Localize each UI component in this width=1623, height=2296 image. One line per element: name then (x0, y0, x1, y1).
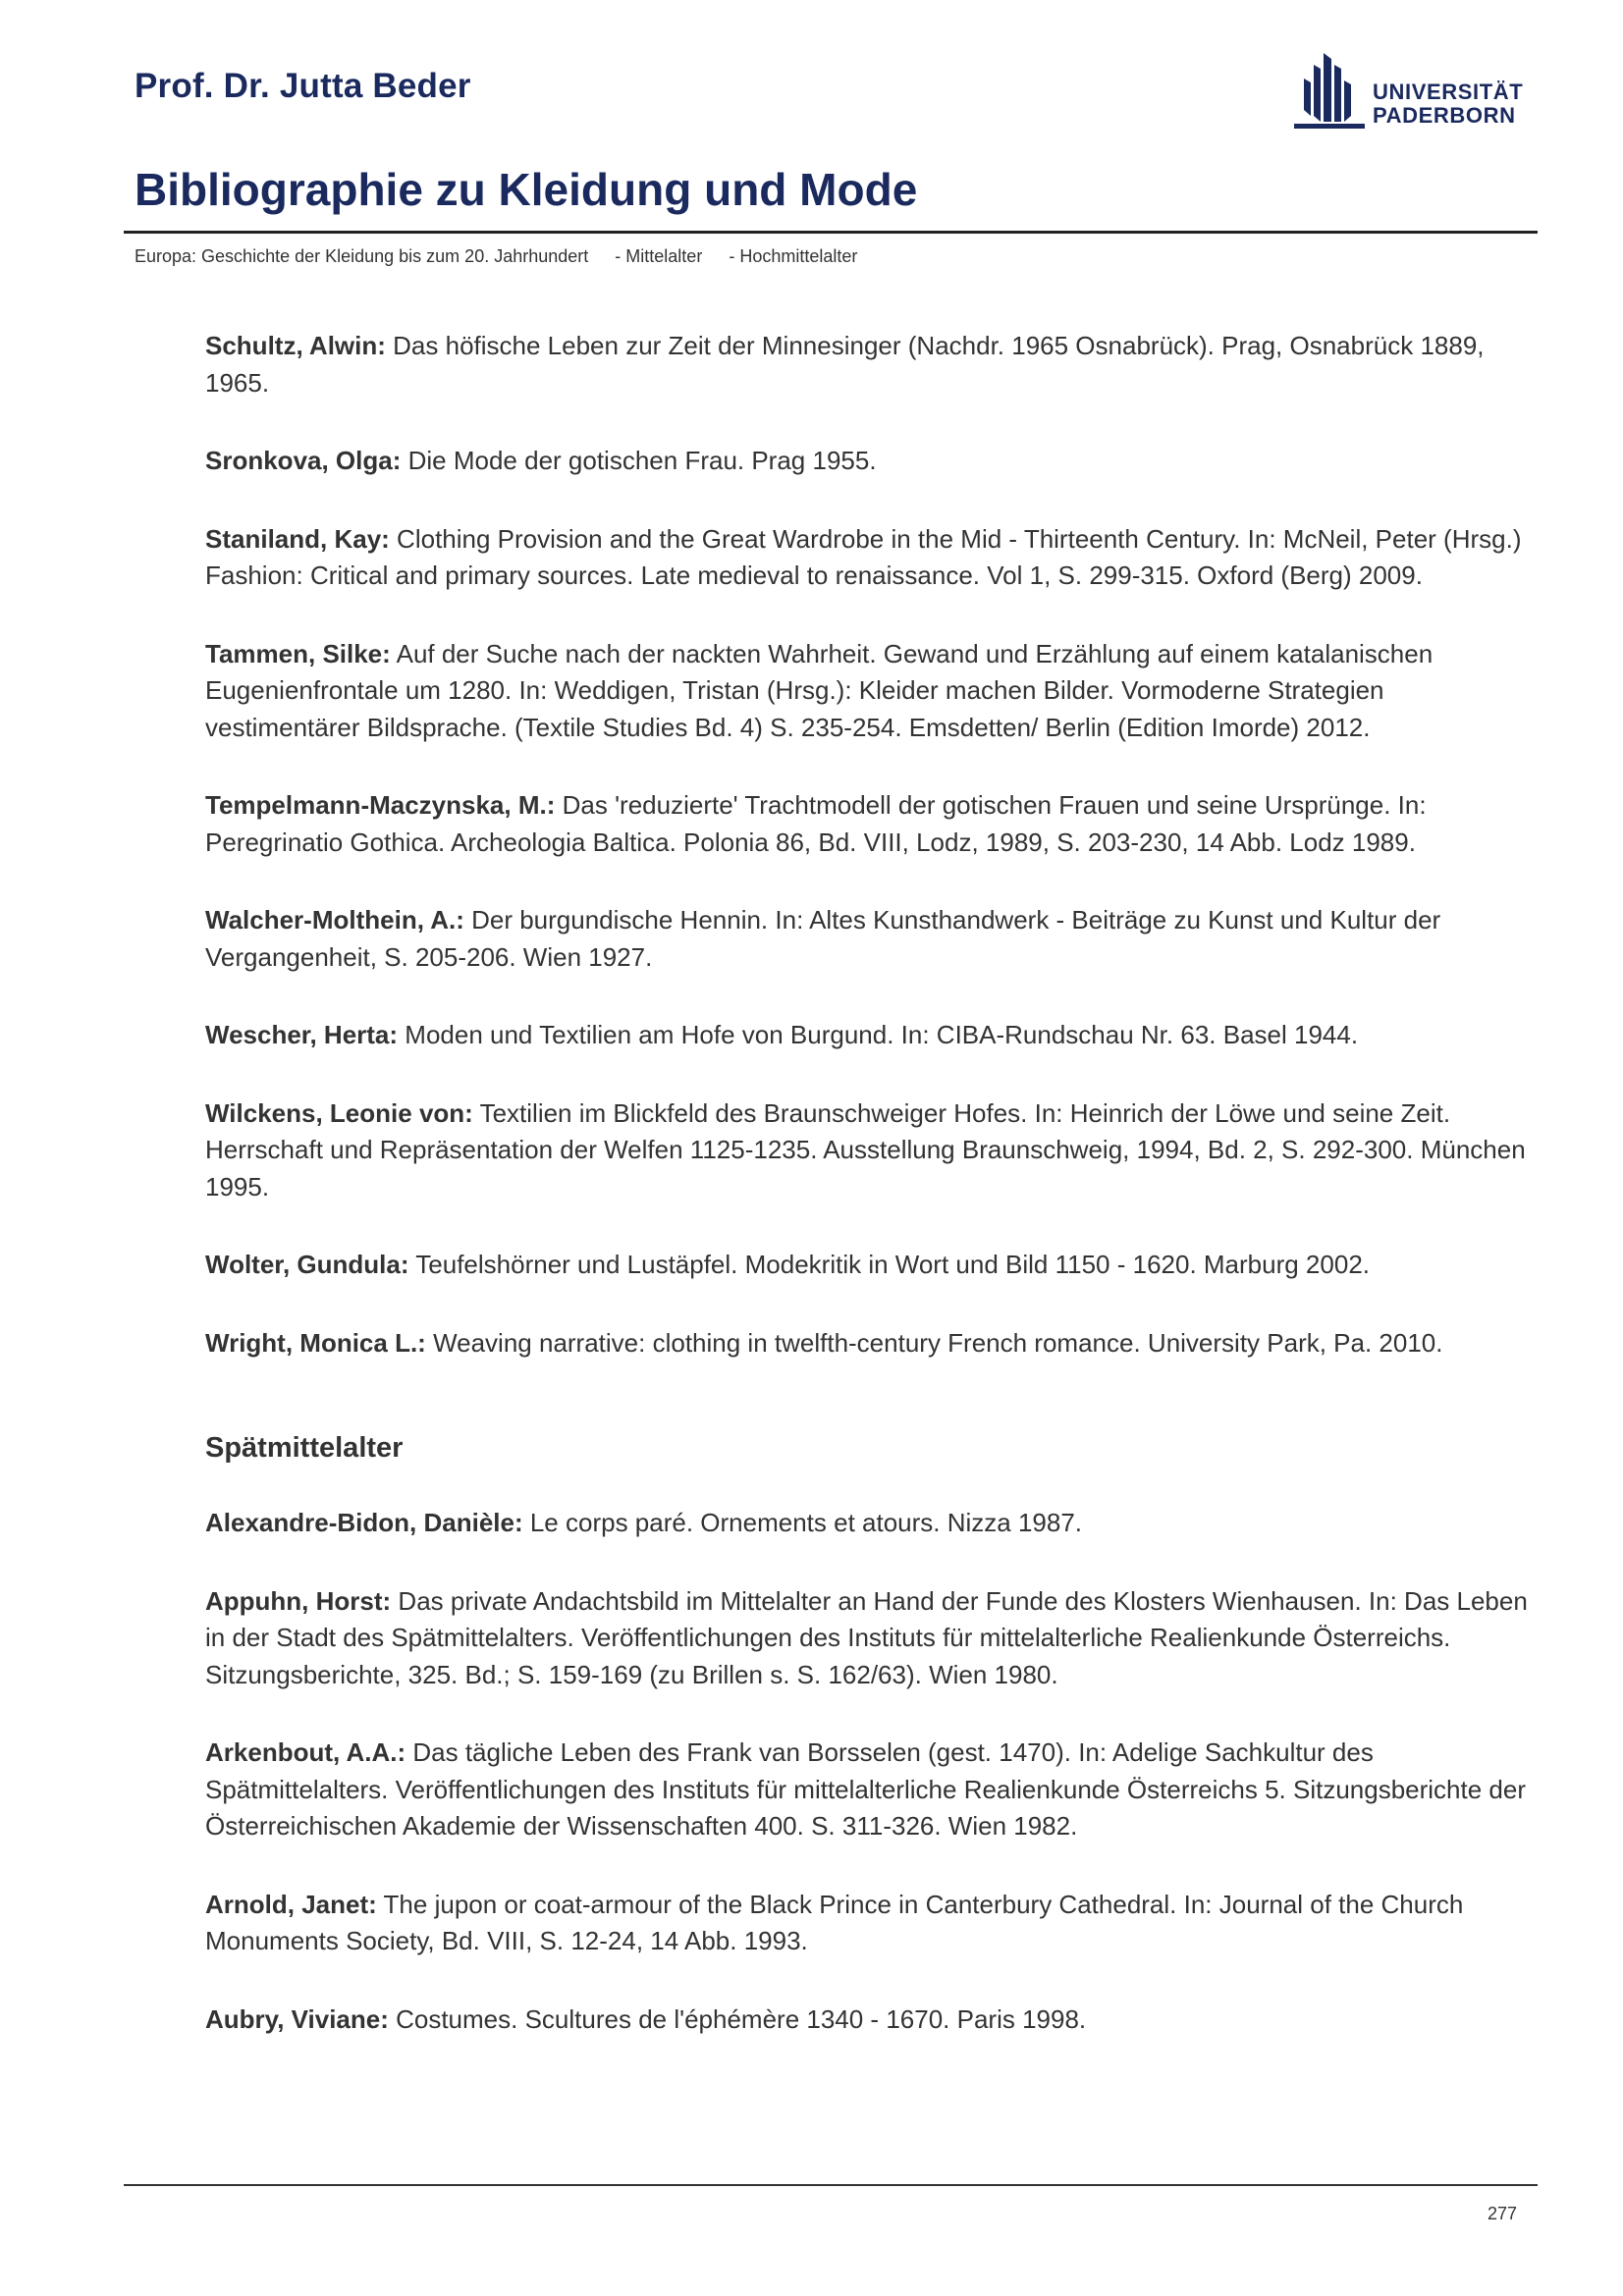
entry-text: Moden und Textilien am Hofe von Burgund. In: CIBA-Rundschau Nr. 63. Basel 1944. (398, 1020, 1359, 1049)
entry-text: Das private Andachtsbild im Mittelalter an Hand der Funde des Klosters Wienhausen. In: Das Leben in der Stadt des Spätmittelalters. Veröffentlichungen des Instituts für mittelalterliche Realienkunde Österreichs. Sitzungsberichte, 325. Bd.; S. 159-169 (zu Brillen s. S. 162/63). Wien 1980. (205, 1585, 1528, 1689)
page-number: 277 (1487, 2204, 1517, 2223)
breadcrumb-item: - Mittelalter (615, 246, 703, 266)
entry-text: Textilien im Blickfeld des Braunschweiger Hofes. In: Heinrich der Löwe und seine Zeit. Herrschaft und Repräsentation der Welfen 1125-1235. Ausstellung Braunschweig, 1994, Bd. 2, S. 292-300. München 1995. (205, 1097, 1526, 1201)
breadcrumb (135, 246, 879, 267)
bibliography-entry (205, 1505, 1541, 1542)
university-logo-icon (1294, 51, 1365, 130)
entry-author: Arnold, Janet: (205, 1889, 377, 1919)
bibliography-entry (205, 443, 1541, 480)
entry-author: Staniland, Kay: (205, 523, 390, 554)
footer-divider (124, 2184, 1538, 2186)
entry-author: Wright, Monica L.: (205, 1327, 426, 1358)
entry-text: The jupon or coat-armour of the Black Prince in Canterbury Cathedral. In: Journal of the Church Monuments Society, Bd. VIII, S. 12-24, 14 Abb. 1993. (205, 1889, 1464, 1955)
author-name: Prof. Dr. Jutta Beder (135, 67, 471, 105)
bibliography-entry (205, 1735, 1541, 1845)
logo-line-1: UNIVERSITÄT (1373, 80, 1524, 104)
page-title: Bibliographie zu Kleidung und Mode (135, 164, 918, 215)
entry-author: Wescher, Herta: (205, 1020, 399, 1049)
bibliography-content (205, 328, 1541, 2079)
bibliography-entry (205, 521, 1541, 595)
entry-author: Sronkova, Olga: (205, 446, 402, 475)
entry-author: Tempelmann-Maczynska, M.: (205, 790, 556, 820)
entry-author: Aubry, Viviane: (205, 2003, 389, 2034)
entry-author: Wolter, Gundula: (205, 1250, 409, 1279)
entry-text: Das höfische Leben zur Zeit der Minnesinger (Nachdr. 1965 Osnabrück). Prag, Osnabrück 1889, 1965. (205, 331, 1485, 398)
entry-author: Walcher-Molthein, A.: (205, 905, 464, 934)
entry-author: Alexandre-Bidon, Danièle: (205, 1508, 523, 1537)
entry-author: Arkenbout, A.A.: (205, 1737, 406, 1767)
breadcrumb-item: - Hochmittelalter (729, 246, 858, 266)
entry-text: Le corps paré. Ornements et atours. Nizza 1987. (522, 1508, 1083, 1537)
entry-text: Die Mode der gotischen Frau. Prag 1955. (401, 446, 877, 475)
entry-text: Das 'reduzierte' Trachtmodell der gotischen Frauen und seine Ursprünge. In: Peregrinatio Gothica. Archeologia Baltica. Polonia 86, Bd. VIII, Lodz, 1989, S. 203-230, 14 Abb. Lodz 1989. (205, 790, 1427, 857)
entry-text: Teufelshörner und Lustäpfel. Modekritik in Wort und Bild 1150 - 1620. Marburg 2002. (408, 1250, 1370, 1279)
bibliography-entry (205, 1887, 1541, 1960)
university-name (1373, 80, 1523, 128)
logo-line-2: PADERBORN (1373, 103, 1516, 128)
entry-author: Schultz, Alwin: (205, 331, 386, 360)
header-divider (124, 231, 1538, 234)
entry-text: Der burgundische Hennin. In: Altes Kunsthandwerk - Beiträge zu Kunst und Kultur der Vergangenheit, S. 205-206. Wien 1927. (205, 905, 1441, 972)
entry-author: Appuhn, Horst: (205, 1585, 392, 1616)
bibliography-entry (205, 328, 1541, 401)
bibliography-entry (205, 1095, 1541, 1206)
entry-text: Das tägliche Leben des Frank van Borsselen (gest. 1470). In: Adelige Sachkultur des Spätmittelalters. Veröffentlichungen des Instituts für mittelalterliche Realienkunde Österreichs 5. Sitzungsberichte der Österreichischen Akademie der Wissenschaften 400. S. 311-326. Wien 1982. (205, 1737, 1526, 1841)
entry-author: Tammen, Silke: (205, 638, 391, 668)
entry-author: Wilckens, Leonie von: (205, 1097, 473, 1128)
bibliography-entry (205, 787, 1541, 861)
breadcrumb-item: Europa: Geschichte der Kleidung bis zum 20. Jahrhundert (135, 246, 589, 266)
entry-text: Auf der Suche nach der nackten Wahrheit. Gewand und Erzählung auf einem katalanischen Eugenienfrontale um 1280. In: Weddigen, Tristan (Hrsg.): Kleider machen Bilder. Vormoderne Strategien vestimentärer Bildsprache. (Textile Studies Bd. 4) S. 235-254. Emsdetten/ Berlin (Edition Imorde) 2012. (205, 638, 1434, 742)
entry-text: Weaving narrative: clothing in twelfth-century French romance. University Park, Pa. 2010. (425, 1327, 1443, 1358)
bibliography-entry (205, 1583, 1541, 1694)
university-logo (1294, 51, 1530, 130)
bibliography-entry (205, 636, 1541, 747)
bibliography-entry (205, 1247, 1541, 1284)
section-heading: Spätmittelalter (205, 1432, 404, 1464)
entry-text: Clothing Provision and the Great Wardrobe in the Mid - Thirteenth Century. In: McNeil, Peter (Hrsg.) Fashion: Critical and primary sources. Late medieval to renaissance. Vol 1, S. 299-315. Oxford (Berg) 2009. (205, 523, 1522, 590)
entry-text: Costumes. Scultures de l'éphémère 1340 - 1670. Paris 1998. (388, 2003, 1087, 2034)
bibliography-entry (205, 1017, 1541, 1054)
bibliography-entry (205, 1325, 1541, 1362)
bibliography-entry (205, 902, 1541, 976)
bibliography-entry (205, 2002, 1541, 2039)
